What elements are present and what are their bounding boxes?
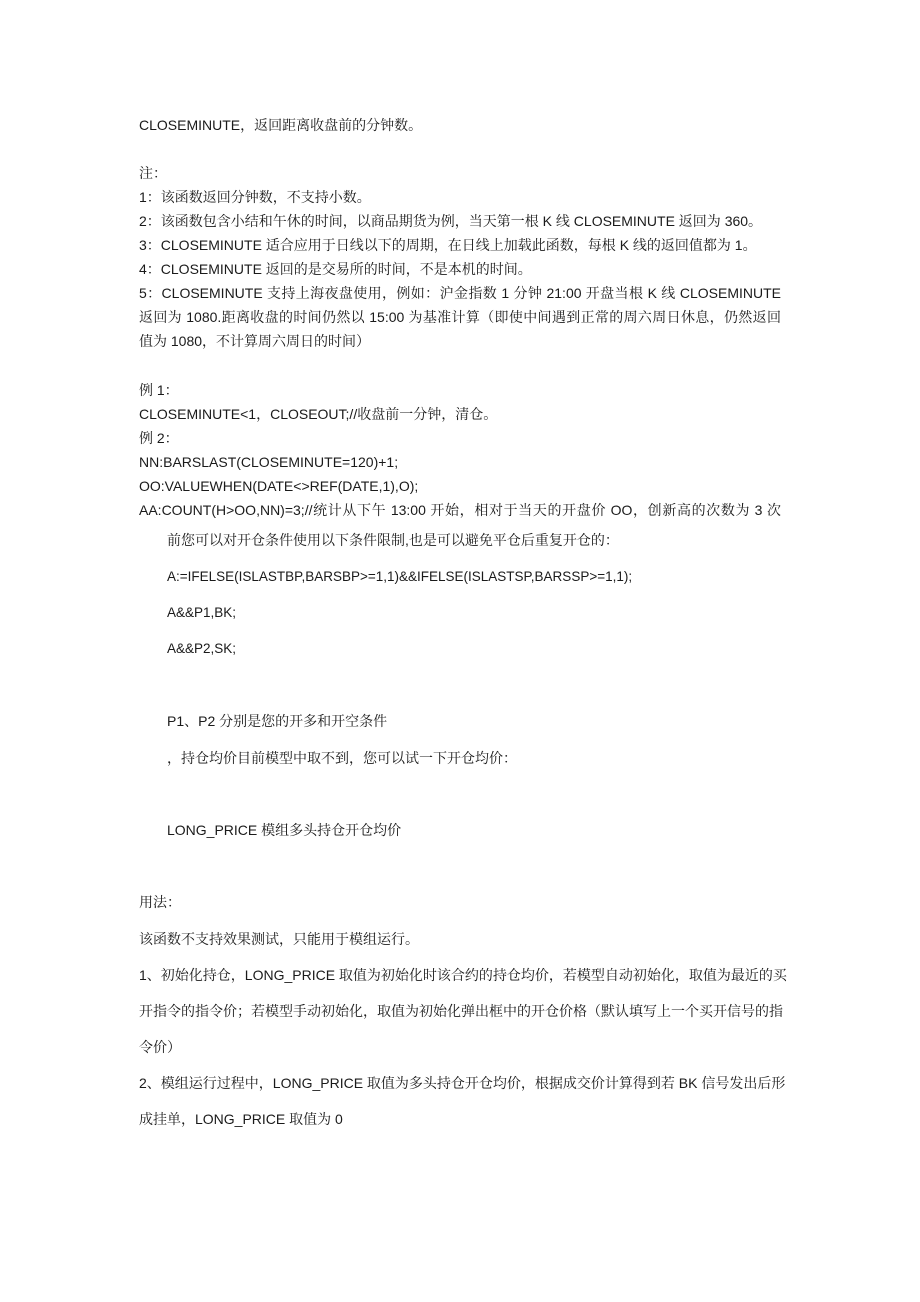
usage-item: 2、模组运行过程中，LONG_PRICE 取值为多头持仓开仓均价，根据成交价计算得到若 BK 信号发出后形: [139, 1075, 786, 1091]
usage-intro: 该函数不支持效果测试，只能用于模组运行。: [139, 931, 419, 947]
usage-item-continued: 成挂单，LONG_PRICE 取值为 0: [139, 1111, 343, 1127]
reply-line: LONG_PRICE 模组多头持仓开仓均价: [167, 822, 402, 838]
usage-item-continued: 令价）: [139, 1039, 181, 1055]
example2-code-line: NN:BARSLAST(CLOSEMINUTE=120)+1;: [139, 454, 399, 470]
usage-heading: 用法：: [139, 894, 181, 910]
example2-code-line: AA:COUNT(H>OO,NN)=3;//统计从下午 13:00 开始，相对于当天的开盘价 OO，创新高的次数为 3 次: [139, 502, 781, 518]
example1-heading: 例 1：: [139, 382, 179, 398]
note-item: 3：CLOSEMINUTE 适合应用于日线以下的周期，在日线上加载此函数，每根 K 线的返回值都为 1。: [139, 237, 757, 253]
note-item-continued: 返回为 1080.距离收盘的时间仍然以 15:00 为基准计算（即使中间遇到正常的周六周日休息，仍然返回: [139, 309, 781, 325]
note-item-continued: 值为 1080，不计算周六周日的时间）: [139, 333, 371, 349]
example2-heading: 例 2：: [139, 430, 179, 446]
reply-code-line: A&&P1,BK;: [167, 605, 237, 620]
note-item: 1：该函数返回分钟数，不支持小数。: [139, 189, 371, 205]
reply-line: 前您可以对开仓条件使用以下条件限制,也是可以避免平仓后重复开仓的：: [167, 532, 619, 548]
note-item: 5：CLOSEMINUTE 支持上海夜盘使用，例如：沪金指数 1 分钟 21:00 开盘当根 K 线 CLOSEMINUTE: [139, 285, 781, 301]
reply-code-line: A&&P2,SK;: [167, 641, 237, 656]
reply-line: P1、P2 分别是您的开多和开空条件: [167, 713, 388, 729]
reply-line: ，持仓均价目前模型中取不到，您可以试一下开仓均价：: [167, 750, 517, 766]
note-heading: 注：: [139, 165, 167, 181]
intro-line: CLOSEMINUTE，返回距离收盘前的分钟数。: [139, 117, 423, 133]
example2-code-line: OO:VALUEWHEN(DATE<>REF(DATE,1),O);: [139, 478, 419, 494]
reply-code-line: A:=IFELSE(ISLASTBP,BARSBP>=1,1)&&IFELSE(ISLASTSP,BARSSP>=1,1);: [167, 569, 633, 584]
note-item: 2：该函数包含小结和午休的时间，以商品期货为例，当天第一根 K 线 CLOSEMINUTE 返回为 360。: [139, 213, 763, 229]
example1-code: CLOSEMINUTE<1，CLOSEOUT;//收盘前一分钟，清仓。: [139, 406, 498, 422]
usage-item-continued: 开指令的指令价；若模型手动初始化，取值为初始化弹出框中的开仓价格（默认填写上一个买开信号的指: [139, 1003, 783, 1019]
note-item: 4：CLOSEMINUTE 返回的是交易所的时间，不是本机的时间。: [139, 261, 532, 277]
usage-item: 1、初始化持仓，LONG_PRICE 取值为初始化时该合约的持仓均价，若模型自动初始化，取值为最近的买: [139, 967, 787, 983]
